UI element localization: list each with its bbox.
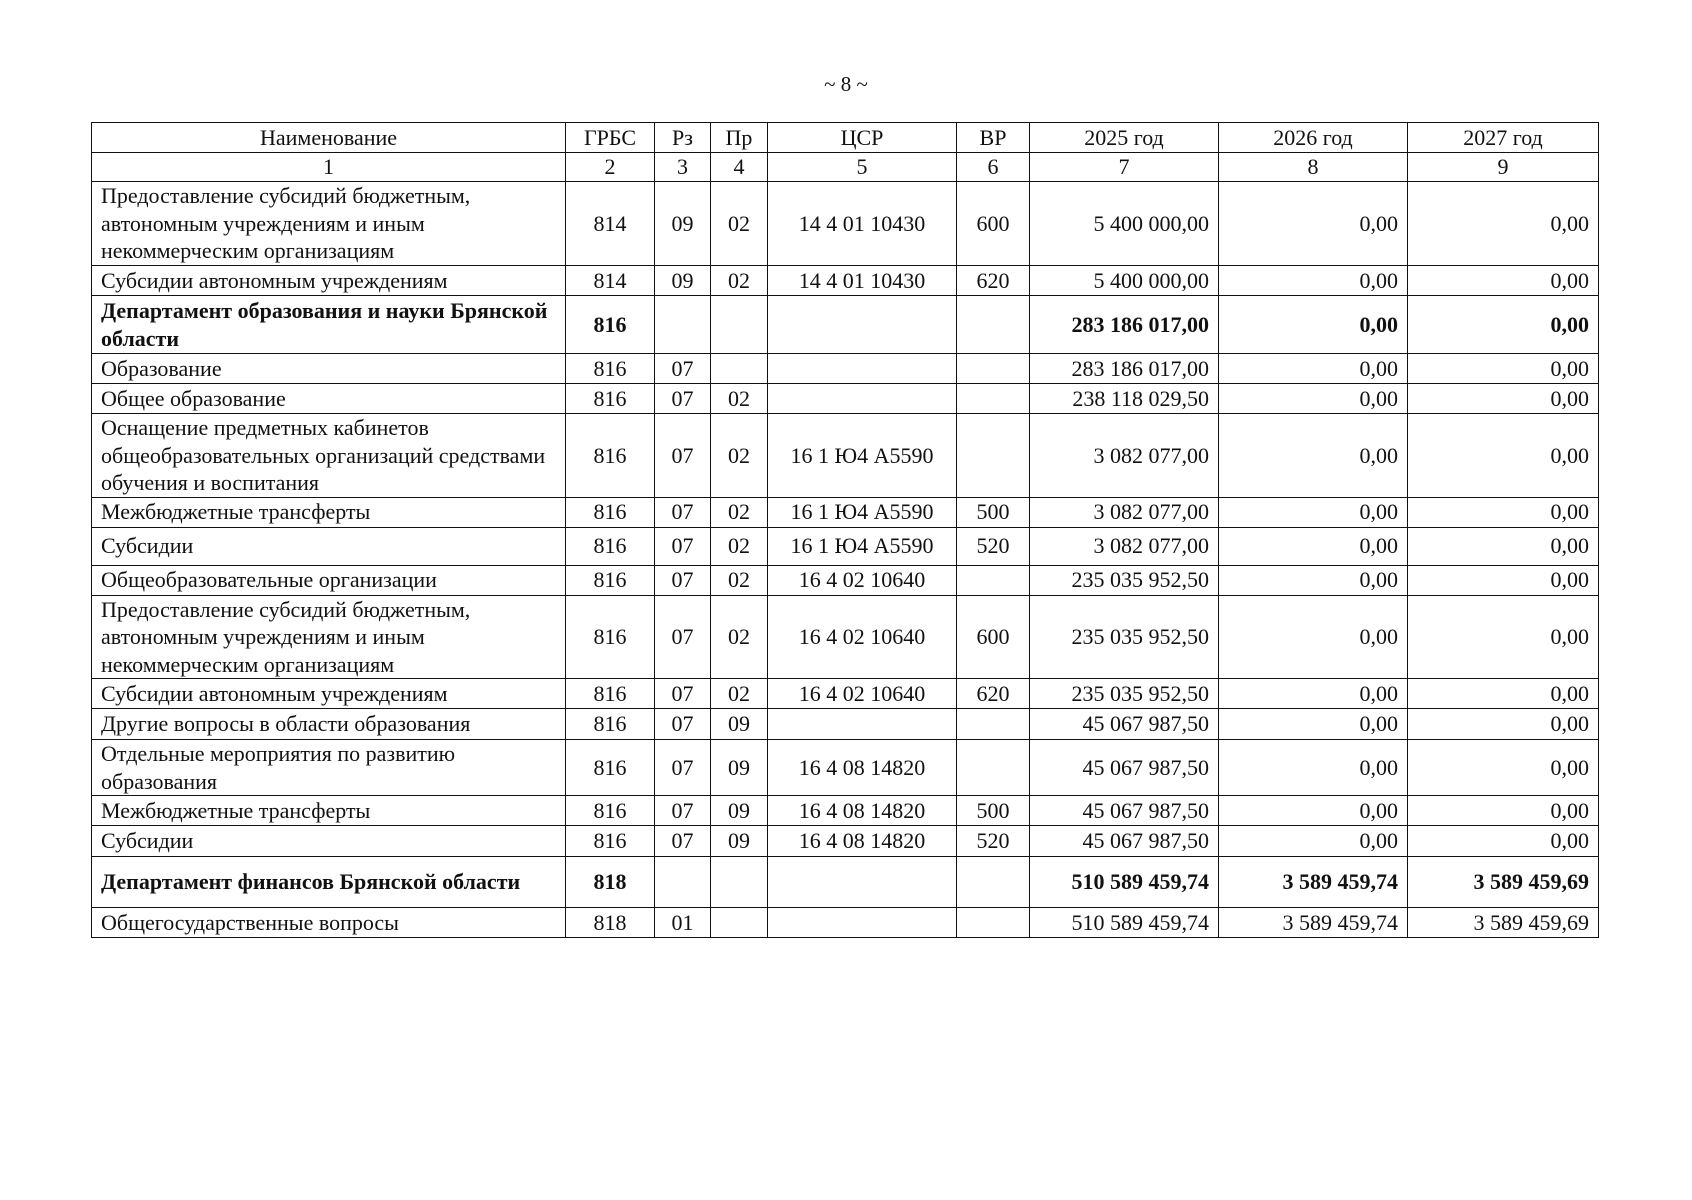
table-row [92, 908, 1599, 938]
row-amount-2025: 3 082 077,00 [1030, 414, 1219, 498]
column-number: 5 [768, 153, 957, 182]
row-rz: 09 [655, 182, 711, 266]
row-amount-2025: 283 186 017,00 [1030, 354, 1219, 384]
row-grbs: 818 [566, 908, 655, 938]
column-number: 7 [1030, 153, 1219, 182]
row-csr [768, 709, 957, 740]
row-grbs: 816 [566, 740, 655, 796]
row-amount-2027: 0,00 [1408, 679, 1599, 709]
row-amount-2026: 0,00 [1219, 565, 1408, 595]
row-vr: 600 [957, 182, 1030, 266]
table-row [92, 182, 1599, 266]
row-pr: 09 [711, 709, 768, 740]
row-name: Предоставление субсидий бюджетным, автономным учреждениям и иным некоммерческим организациям [92, 595, 566, 679]
row-csr: 16 4 02 10640 [768, 565, 957, 595]
row-amount-2025: 235 035 952,50 [1030, 595, 1219, 679]
row-amount-2027: 3 589 459,69 [1408, 908, 1599, 938]
row-amount-2026: 0,00 [1219, 826, 1408, 857]
column-number: 2 [566, 153, 655, 182]
row-rz: 07 [655, 414, 711, 498]
row-grbs: 816 [566, 796, 655, 826]
row-csr [768, 857, 957, 908]
row-vr: 620 [957, 266, 1030, 296]
row-amount-2026: 0,00 [1219, 527, 1408, 565]
header-vr: ВР [957, 123, 1030, 153]
row-name: Департамент образования и науки Брянской области [92, 296, 566, 354]
row-csr: 16 4 02 10640 [768, 679, 957, 709]
row-grbs: 814 [566, 266, 655, 296]
row-amount-2025: 283 186 017,00 [1030, 296, 1219, 354]
row-amount-2027: 0,00 [1408, 565, 1599, 595]
table-row [92, 266, 1599, 296]
row-csr [768, 296, 957, 354]
row-name: Другие вопросы в области образования [92, 709, 566, 740]
row-amount-2027: 0,00 [1408, 796, 1599, 826]
row-pr: 02 [711, 384, 768, 414]
row-amount-2025: 510 589 459,74 [1030, 857, 1219, 908]
row-vr: 500 [957, 796, 1030, 826]
row-rz: 01 [655, 908, 711, 938]
column-number: 1 [92, 153, 566, 182]
row-grbs: 814 [566, 182, 655, 266]
row-vr [957, 296, 1030, 354]
row-name: Межбюджетные трансферты [92, 497, 566, 527]
page-number: ~ 8 ~ [824, 72, 868, 96]
row-pr: 02 [711, 527, 768, 565]
row-csr: 14 4 01 10430 [768, 182, 957, 266]
row-pr [711, 354, 768, 384]
row-pr: 02 [711, 414, 768, 498]
header-rz: Рз [655, 123, 711, 153]
row-amount-2027: 3 589 459,69 [1408, 857, 1599, 908]
table-row [92, 740, 1599, 796]
row-vr [957, 740, 1030, 796]
row-vr: 600 [957, 595, 1030, 679]
row-rz: 07 [655, 679, 711, 709]
row-amount-2025: 45 067 987,50 [1030, 796, 1219, 826]
header-name: Наименование [92, 123, 566, 153]
row-name: Отдельные мероприятия по развитию образования [92, 740, 566, 796]
row-amount-2025: 510 589 459,74 [1030, 908, 1219, 938]
row-csr: 16 4 08 14820 [768, 826, 957, 857]
row-vr: 620 [957, 679, 1030, 709]
budget-table [91, 122, 1599, 938]
row-vr [957, 414, 1030, 498]
row-amount-2026: 0,00 [1219, 384, 1408, 414]
row-rz: 07 [655, 527, 711, 565]
row-pr [711, 296, 768, 354]
header-pr: Пр [711, 123, 768, 153]
row-amount-2026: 3 589 459,74 [1219, 857, 1408, 908]
row-name: Межбюджетные трансферты [92, 796, 566, 826]
header-2027: 2027 год [1408, 123, 1599, 153]
row-vr [957, 384, 1030, 414]
column-number: 4 [711, 153, 768, 182]
row-rz: 07 [655, 796, 711, 826]
row-grbs: 816 [566, 497, 655, 527]
row-amount-2025: 5 400 000,00 [1030, 182, 1219, 266]
row-rz: 07 [655, 565, 711, 595]
row-amount-2026: 0,00 [1219, 796, 1408, 826]
table-row [92, 565, 1599, 595]
table-row [92, 709, 1599, 740]
table-row [92, 679, 1599, 709]
row-pr [711, 857, 768, 908]
row-csr [768, 384, 957, 414]
column-number: 9 [1408, 153, 1599, 182]
row-amount-2027: 0,00 [1408, 595, 1599, 679]
row-amount-2026: 0,00 [1219, 414, 1408, 498]
row-grbs: 816 [566, 384, 655, 414]
row-amount-2025: 45 067 987,50 [1030, 709, 1219, 740]
row-csr: 16 4 02 10640 [768, 595, 957, 679]
row-pr: 02 [711, 595, 768, 679]
table-row [92, 826, 1599, 857]
table-row [92, 796, 1599, 826]
row-rz: 07 [655, 384, 711, 414]
row-amount-2027: 0,00 [1408, 709, 1599, 740]
row-amount-2027: 0,00 [1408, 384, 1599, 414]
row-name: Предоставление субсидий бюджетным, автономным учреждениям и иным некоммерческим организациям [92, 182, 566, 266]
row-amount-2026: 0,00 [1219, 266, 1408, 296]
header-grbs: ГРБС [566, 123, 655, 153]
row-name: Общегосударственные вопросы [92, 908, 566, 938]
row-amount-2026: 0,00 [1219, 182, 1408, 266]
column-number: 8 [1219, 153, 1408, 182]
row-amount-2027: 0,00 [1408, 414, 1599, 498]
row-amount-2025: 45 067 987,50 [1030, 826, 1219, 857]
header-row [92, 123, 1599, 153]
row-grbs: 816 [566, 296, 655, 354]
row-amount-2026: 0,00 [1219, 354, 1408, 384]
row-amount-2025: 3 082 077,00 [1030, 527, 1219, 565]
row-rz: 07 [655, 740, 711, 796]
row-amount-2026: 0,00 [1219, 595, 1408, 679]
header-csr: ЦСР [768, 123, 957, 153]
row-pr: 02 [711, 266, 768, 296]
row-amount-2027: 0,00 [1408, 266, 1599, 296]
row-csr: 16 4 08 14820 [768, 796, 957, 826]
row-amount-2027: 0,00 [1408, 497, 1599, 527]
row-amount-2027: 0,00 [1408, 527, 1599, 565]
row-name: Оснащение предметных кабинетов общеобразовательных организаций средствами обучения и воспитания [92, 414, 566, 498]
row-amount-2027: 0,00 [1408, 826, 1599, 857]
row-rz [655, 296, 711, 354]
row-rz: 07 [655, 595, 711, 679]
row-grbs: 816 [566, 709, 655, 740]
row-csr: 16 1 Ю4 А5590 [768, 414, 957, 498]
column-number-row [92, 153, 1599, 182]
row-name: Департамент финансов Брянской области [92, 857, 566, 908]
table-row [92, 296, 1599, 354]
header-2026: 2026 год [1219, 123, 1408, 153]
row-grbs: 816 [566, 565, 655, 595]
row-name: Общеобразовательные организации [92, 565, 566, 595]
row-pr: 02 [711, 497, 768, 527]
row-amount-2026: 3 589 459,74 [1219, 908, 1408, 938]
column-number: 3 [655, 153, 711, 182]
row-grbs: 816 [566, 414, 655, 498]
row-amount-2026: 0,00 [1219, 679, 1408, 709]
row-name: Субсидии автономным учреждениям [92, 679, 566, 709]
row-csr: 16 1 Ю4 А5590 [768, 527, 957, 565]
column-number: 6 [957, 153, 1030, 182]
row-rz: 07 [655, 354, 711, 384]
row-rz: 09 [655, 266, 711, 296]
row-pr: 09 [711, 740, 768, 796]
row-vr [957, 857, 1030, 908]
row-grbs: 816 [566, 679, 655, 709]
row-name: Образование [92, 354, 566, 384]
row-vr: 520 [957, 826, 1030, 857]
row-amount-2025: 45 067 987,50 [1030, 740, 1219, 796]
row-pr: 02 [711, 679, 768, 709]
table-row [92, 595, 1599, 679]
row-amount-2026: 0,00 [1219, 740, 1408, 796]
row-amount-2027: 0,00 [1408, 740, 1599, 796]
row-csr [768, 908, 957, 938]
row-csr: 14 4 01 10430 [768, 266, 957, 296]
table-row [92, 857, 1599, 908]
row-name: Субсидии автономным учреждениям [92, 266, 566, 296]
row-name: Общее образование [92, 384, 566, 414]
table-row [92, 497, 1599, 527]
table-row [92, 384, 1599, 414]
row-csr: 16 4 08 14820 [768, 740, 957, 796]
row-grbs: 816 [566, 527, 655, 565]
row-grbs: 816 [566, 354, 655, 384]
row-amount-2026: 0,00 [1219, 296, 1408, 354]
row-rz: 07 [655, 826, 711, 857]
row-grbs: 818 [566, 857, 655, 908]
row-vr [957, 565, 1030, 595]
row-amount-2025: 3 082 077,00 [1030, 497, 1219, 527]
row-amount-2027: 0,00 [1408, 354, 1599, 384]
table-row [92, 354, 1599, 384]
row-rz: 07 [655, 497, 711, 527]
row-vr [957, 709, 1030, 740]
row-pr: 09 [711, 826, 768, 857]
row-pr: 02 [711, 565, 768, 595]
header-2025: 2025 год [1030, 123, 1219, 153]
row-amount-2025: 235 035 952,50 [1030, 679, 1219, 709]
row-vr: 520 [957, 527, 1030, 565]
row-pr: 02 [711, 182, 768, 266]
row-csr [768, 354, 957, 384]
row-rz: 07 [655, 709, 711, 740]
row-rz [655, 857, 711, 908]
row-vr [957, 908, 1030, 938]
row-pr: 09 [711, 796, 768, 826]
row-amount-2025: 235 035 952,50 [1030, 565, 1219, 595]
row-amount-2027: 0,00 [1408, 296, 1599, 354]
row-csr: 16 1 Ю4 А5590 [768, 497, 957, 527]
row-amount-2025: 238 118 029,50 [1030, 384, 1219, 414]
row-grbs: 816 [566, 826, 655, 857]
row-amount-2027: 0,00 [1408, 182, 1599, 266]
row-amount-2025: 5 400 000,00 [1030, 266, 1219, 296]
row-name: Субсидии [92, 826, 566, 857]
row-amount-2026: 0,00 [1219, 497, 1408, 527]
row-vr [957, 354, 1030, 384]
row-vr: 500 [957, 497, 1030, 527]
row-grbs: 816 [566, 595, 655, 679]
row-name: Субсидии [92, 527, 566, 565]
row-amount-2026: 0,00 [1219, 709, 1408, 740]
row-pr [711, 908, 768, 938]
table-row [92, 414, 1599, 498]
table-row [92, 527, 1599, 565]
